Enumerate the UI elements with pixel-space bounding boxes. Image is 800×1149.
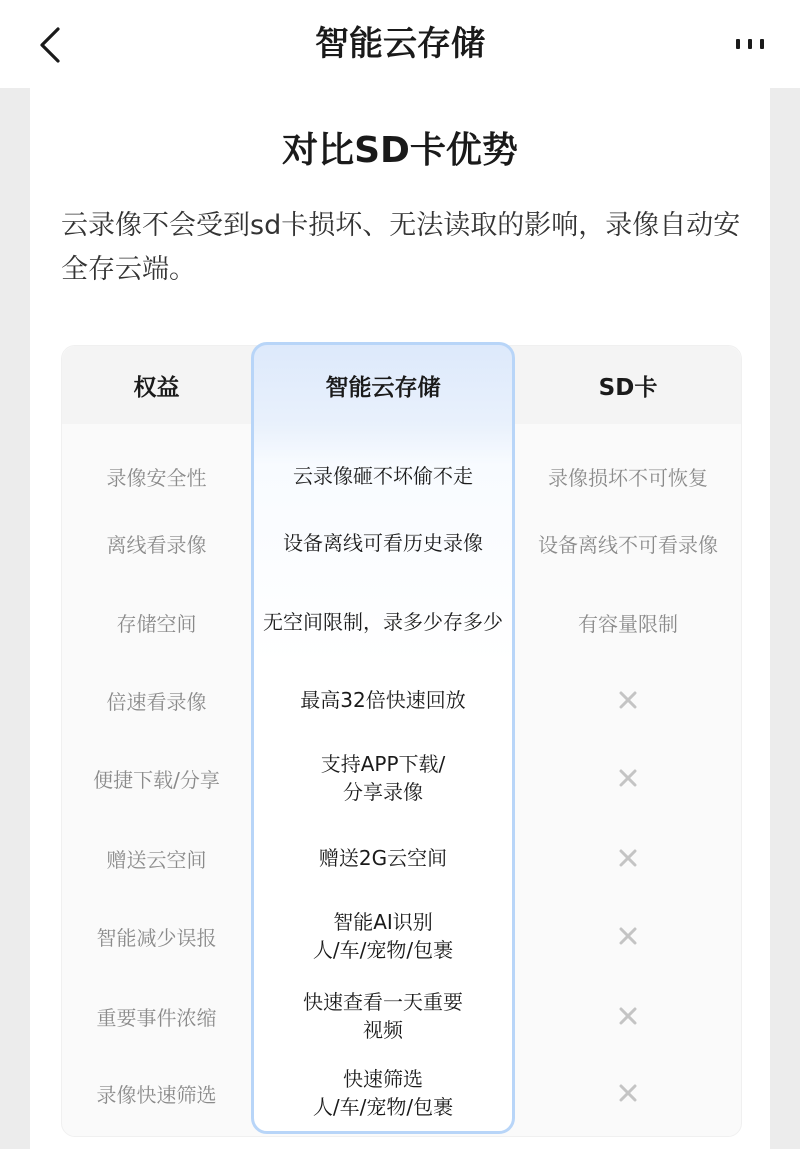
row-sd-value: 设备离线不可看录像 <box>538 532 718 557</box>
row-cloud-value: 设备离线可看历史录像 <box>283 531 483 555</box>
x-mark-icon <box>618 768 638 788</box>
comparison-table <box>61 345 742 1137</box>
section-heading: 对比SD卡优势 <box>282 130 518 171</box>
header-cloud-storage: 智能云存储 <box>325 374 441 401</box>
row-cloud-value: 最高32倍快速回放 <box>300 688 466 712</box>
header-sd-card: SD卡 <box>598 374 658 401</box>
row-sd-value: 录像损坏不可恢复 <box>548 465 708 490</box>
row-sd-unsupported <box>515 665 741 735</box>
row-sd-unsupported <box>515 743 741 813</box>
row-label: 重要事件浓缩 <box>96 1005 217 1030</box>
row-sd-unsupported <box>515 981 741 1051</box>
page-title: 智能云存储 <box>315 24 485 64</box>
x-mark-icon <box>618 690 638 710</box>
row-label: 赠送云空间 <box>106 847 207 872</box>
row-cloud-value: 无空间限制，录多少存多少 <box>263 610 503 634</box>
x-mark-icon <box>618 1083 638 1103</box>
row-label: 倍速看录像 <box>106 689 207 714</box>
x-mark-icon <box>618 1006 638 1026</box>
header-benefit: 权益 <box>133 374 180 401</box>
row-label: 智能减少误报 <box>96 925 217 950</box>
row-sd-unsupported <box>515 1058 741 1128</box>
row-label: 便捷下载/分享 <box>93 767 220 792</box>
row-sd-unsupported <box>515 823 741 893</box>
row-label: 离线看录像 <box>106 532 207 557</box>
content-card <box>30 88 770 1149</box>
row-sd-unsupported <box>515 901 741 971</box>
nav-bar <box>0 0 800 88</box>
row-label: 录像安全性 <box>106 465 207 490</box>
row-label: 存储空间 <box>116 611 197 636</box>
x-mark-icon <box>618 926 638 946</box>
x-mark-icon <box>618 848 638 868</box>
row-cloud-value: 赠送2G云空间 <box>318 846 448 870</box>
row-cloud-value: 快速查看一天重要 视频 <box>303 990 463 1042</box>
more-button[interactable] <box>728 26 772 62</box>
section-description: 云录像不会受到sd卡损坏、无法读取的影响，录像自动安全存云端。 <box>61 210 741 285</box>
row-cloud-value: 支持APP下载/ 分享录像 <box>320 752 446 804</box>
row-cloud-value: 云录像砸不坏偷不走 <box>293 464 473 488</box>
row-cloud-value: 快速筛选 人/车/宠物/包裹 <box>312 1067 454 1119</box>
more-dots-icon <box>735 37 765 51</box>
row-cloud-value: 智能AI识别 人/车/宠物/包裹 <box>312 910 454 962</box>
row-sd-value: 有容量限制 <box>578 611 678 636</box>
row-label: 录像快速筛选 <box>96 1082 217 1107</box>
